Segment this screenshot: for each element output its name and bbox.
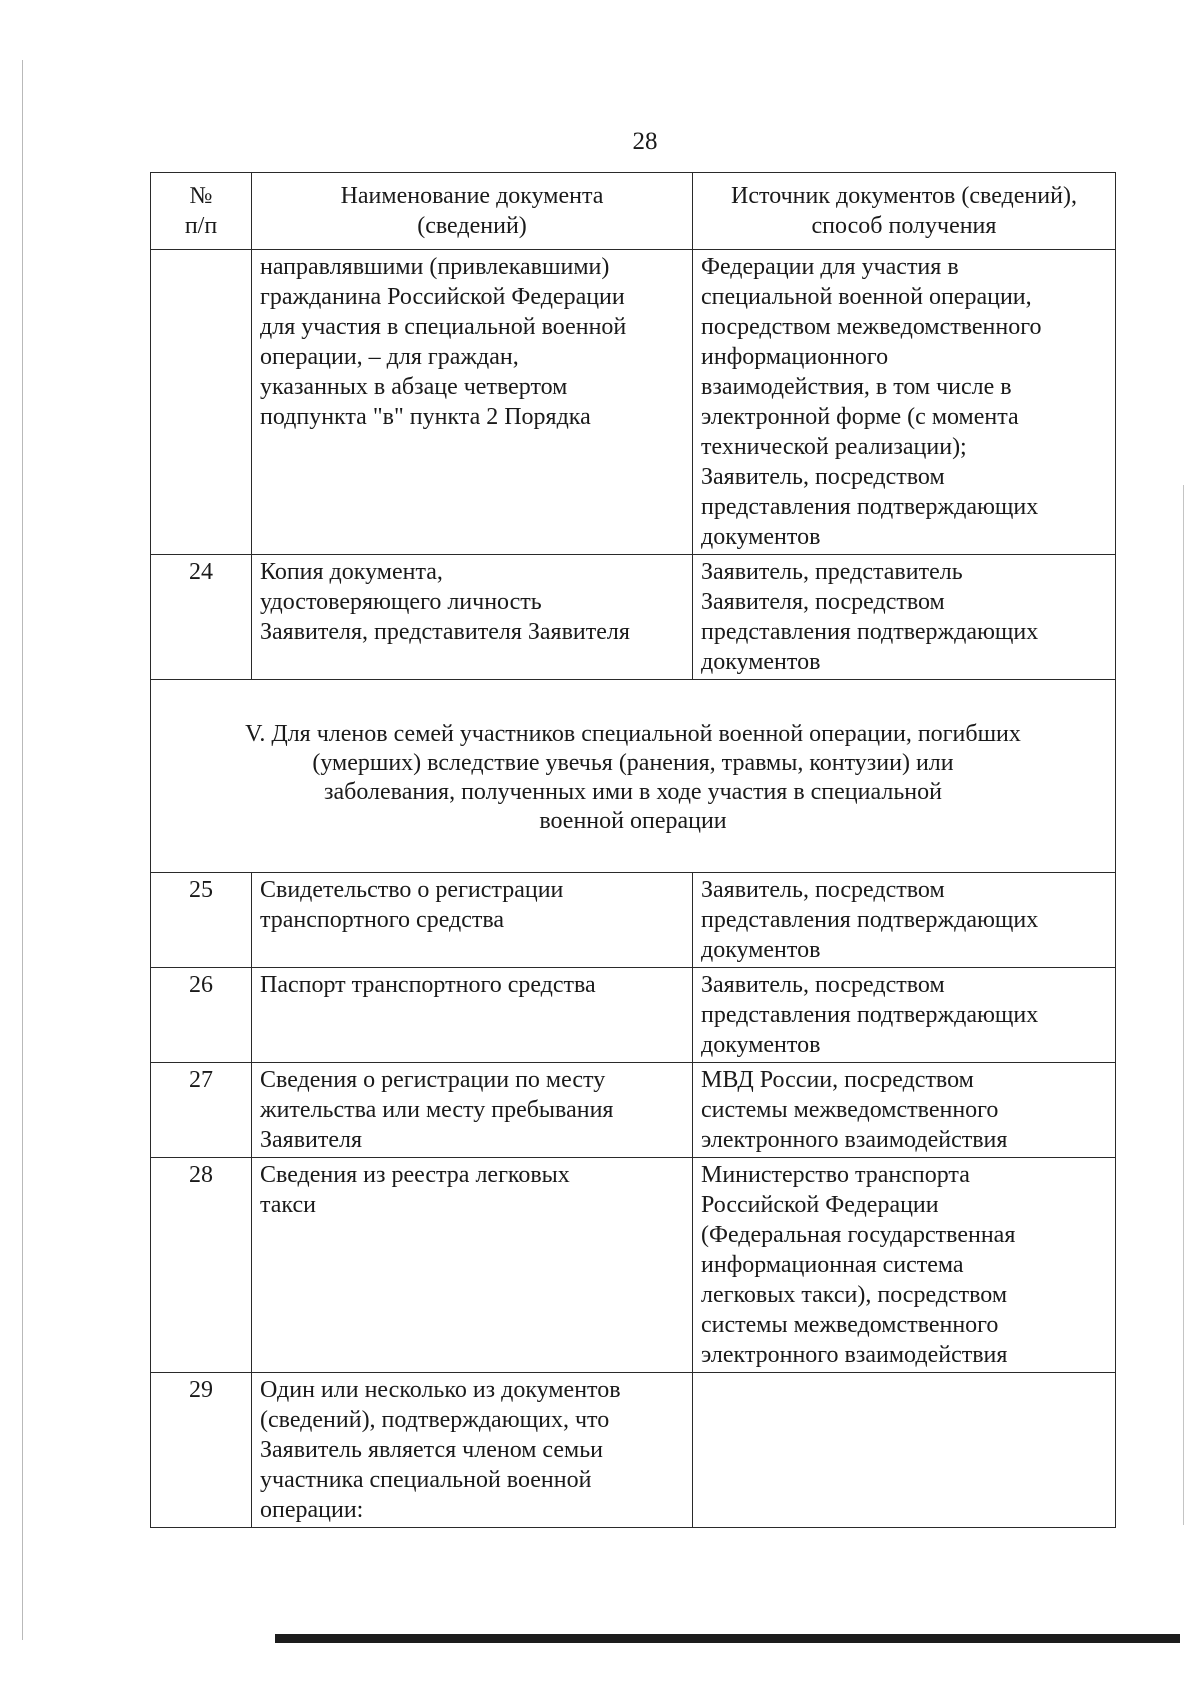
section-row <box>151 680 1116 873</box>
row-source: Заявитель, посредством представления подтверждающих документов <box>693 873 1116 968</box>
row-number: 24 <box>151 555 252 680</box>
row-number: 29 <box>151 1373 252 1528</box>
table-header <box>151 173 1116 250</box>
page-number: 28 <box>632 128 658 155</box>
table-row <box>151 873 1116 968</box>
row-source: Заявитель, представитель Заявителя, посредством представления подтверждающих документов <box>693 555 1116 680</box>
row-document-name: Копия документа, удостоверяющего личность Заявителя, представителя Заявителя <box>252 555 693 680</box>
table-row <box>151 1063 1116 1158</box>
table-row <box>151 968 1116 1063</box>
header-document-name: Наименование документа (сведений) <box>252 173 693 250</box>
header-number: № п/п <box>151 173 252 250</box>
row-document-name: Сведения о регистрации по месту жительства или месту пребывания Заявителя <box>252 1063 693 1158</box>
scan-bottom-bar <box>275 1634 1180 1643</box>
table-body <box>151 250 1116 1528</box>
row-number: 26 <box>151 968 252 1063</box>
table-row <box>151 1158 1116 1373</box>
row-number: 27 <box>151 1063 252 1158</box>
row-source: МВД России, посредством системы межведомственного электронного взаимодействия <box>693 1063 1116 1158</box>
table-row <box>151 1373 1116 1528</box>
table-row <box>151 555 1116 680</box>
row-document-name: Свидетельство о регистрации транспортного средства <box>252 873 693 968</box>
section-v-title: V. Для членов семей участников специальной военной операции, погибших (умерших) вследствие увечья (ранения, травмы, контузии) или заболевания, полученных ими в ходе участия в специальной военной операции <box>151 680 1116 873</box>
row-source: Заявитель, посредством представления подтверждающих документов <box>693 968 1116 1063</box>
documents-table <box>150 172 1116 1528</box>
table-row <box>151 250 1116 555</box>
row-document-name: Паспорт транспортного средства <box>252 968 693 1063</box>
header-source: Источник документов (сведений), способ получения <box>693 173 1116 250</box>
row-number: 28 <box>151 1158 252 1373</box>
row-document-name: Один или несколько из документов (сведений), подтверждающих, что Заявитель является членом семьи участника специальной военной операции: <box>252 1373 693 1528</box>
row-document-name: направлявшими (привлекавшими) гражданина Российской Федерации для участия в специальной военной операции, – для граждан, указанных в абзаце четвертом подпункта "в" пункта 2 Порядка <box>252 250 693 555</box>
scan-edge-right <box>1183 485 1184 1525</box>
row-source <box>693 1373 1116 1528</box>
row-number <box>151 250 252 555</box>
scan-edge-left <box>22 60 23 1640</box>
row-source: Министерство транспорта Российской Федерации (Федеральная государственная информационная система легковых такси), посредством системы межведомственного электронного взаимодействия <box>693 1158 1116 1373</box>
row-source: Федерации для участия в специальной военной операции, посредством межведомственного информационного взаимодействия, в том числе в электронной форме (с момента технической реализации); Заявитель, посредством представления подтверждающих документов <box>693 250 1116 555</box>
header-row <box>151 173 1116 250</box>
row-number: 25 <box>151 873 252 968</box>
row-document-name: Сведения из реестра легковых такси <box>252 1158 693 1373</box>
